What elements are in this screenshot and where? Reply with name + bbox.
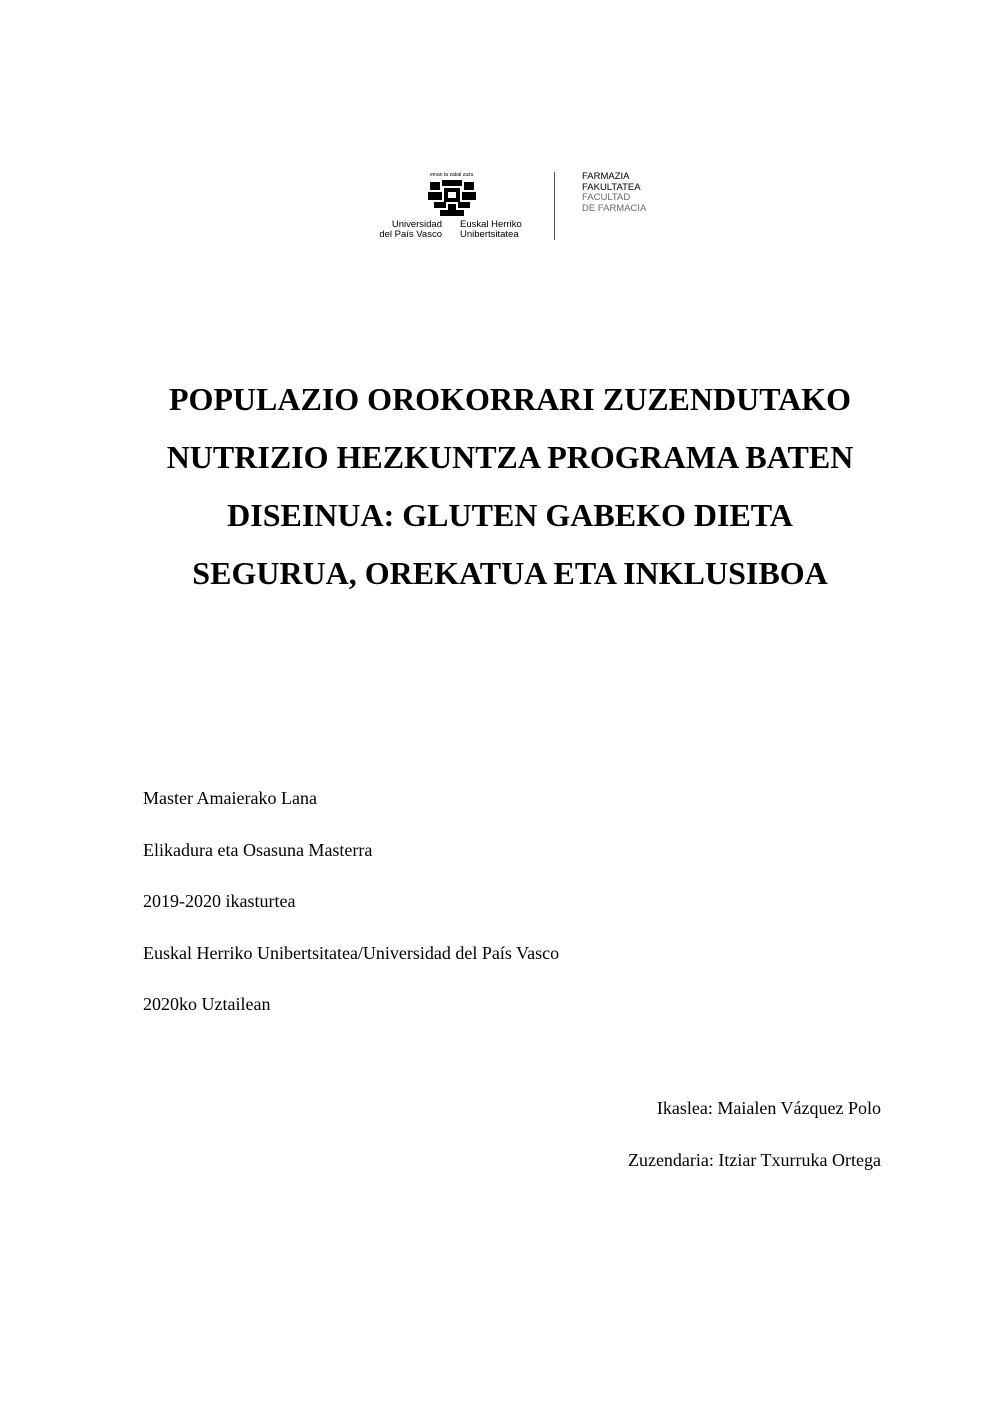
faculty-name-es-line2: DE FARMACIA	[582, 202, 647, 214]
master-name: Elikadura eta Osasuna Masterra	[143, 840, 373, 860]
director-credit: Zuzendaria: Itziar Txurruka Ortega	[627, 1150, 881, 1170]
logo-motto: eman ta zabal zazu	[430, 172, 474, 178]
title-line: SEGURUA, OREKATUA ETA INKLUSIBOA	[192, 555, 828, 591]
faculty-name-eu-line2: FAKULTATEA	[582, 181, 641, 193]
university-name-eu-line1: Euskal Herriko	[460, 219, 522, 230]
student-credit: Ikaslea: Maialen Vázquez Polo	[656, 1098, 881, 1118]
university-emblem-icon	[426, 178, 478, 218]
logo-divider	[554, 172, 555, 240]
university-name-es	[368, 220, 442, 240]
title-line: POPULAZIO OROKORRARI ZUZENDUTAKO	[168, 381, 852, 417]
university-name-eu-line2: Unibertsitatea	[460, 229, 519, 240]
title-line: DISEINUA: GLUTEN GABEKO DIETA	[227, 497, 793, 533]
faculty-name-eu-line1: FARMAZIA	[582, 171, 630, 182]
faculty-name-es-line1: FACULTAD	[582, 192, 631, 203]
university-full-name: Euskal Herriko Unibertsitatea/Universidad del País Vasco	[143, 943, 560, 963]
work-type: Master Amaierako Lana	[143, 788, 317, 808]
university-name-eu	[460, 220, 540, 240]
university-logo	[368, 168, 668, 244]
university-name-es-line2: del País Vasco	[379, 229, 442, 240]
document-title	[110, 370, 910, 602]
university-name-es-line1: Universidad	[391, 219, 442, 230]
faculty-name	[582, 172, 646, 214]
title-line: NUTRIZIO HEZKUNTZA PROGRAMA BATEN	[166, 439, 854, 475]
submission-date: 2020ko Uztailean	[143, 994, 271, 1014]
academic-year: 2019-2020 ikasturtea	[143, 891, 296, 911]
